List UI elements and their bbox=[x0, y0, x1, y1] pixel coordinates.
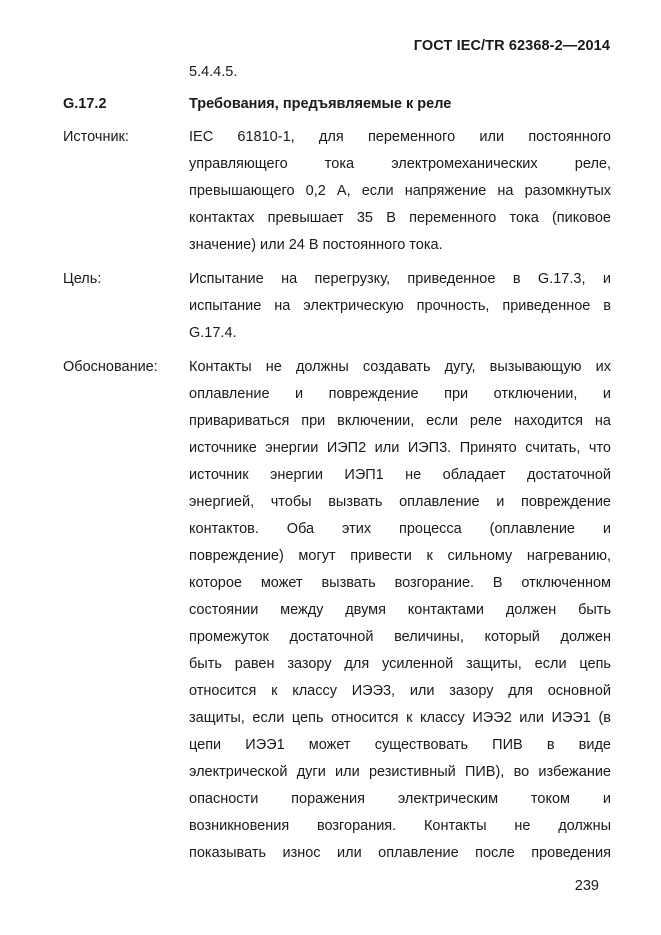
rationale-line: энергией, чтобы вызвать оплавление и повреждение bbox=[189, 494, 611, 510]
page-number: 239 bbox=[574, 878, 599, 894]
rationale-line: привариваться при включении, если реле находится на bbox=[189, 413, 611, 429]
goal-line: испытание на электрическую прочность, приведенное в bbox=[189, 298, 611, 314]
source-text bbox=[189, 124, 611, 259]
goal-line: Испытание на перегрузку, приведенное в G.17.3, и bbox=[189, 271, 611, 287]
rationale-line: Контакты не должны создавать дугу, вызывающую их bbox=[189, 359, 611, 375]
rationale-line: источник энергии ИЭП1 не обладает достаточной bbox=[189, 467, 611, 483]
rationale-line: возникновения возгорания. Контакты не должны bbox=[189, 818, 611, 834]
rationale-label: Обоснование: bbox=[63, 359, 158, 375]
goal-line: G.17.4. bbox=[189, 325, 237, 341]
reference-continuation: 5.4.4.5. bbox=[189, 64, 238, 80]
rationale-line: показывать износ или оплавление после проведения bbox=[189, 845, 611, 861]
source-line: контактах превышает 35 В переменного тока (пиковое bbox=[189, 210, 611, 226]
rationale-line: контактов. Оба этих процесса (оплавление и bbox=[189, 521, 611, 537]
source-line: IEC 61810-1, для переменного или постоянного bbox=[189, 129, 611, 145]
rationale-text bbox=[189, 354, 611, 867]
rationale-line: опасности поражения электрическим током и bbox=[189, 791, 611, 807]
goal-text bbox=[189, 266, 611, 347]
rationale-line: источнике энергии ИЭП2 или ИЭП3. Принято считать, что bbox=[189, 440, 611, 456]
rationale-line: промежуток достаточной величины, который должен bbox=[189, 629, 611, 645]
rationale-line: быть равен зазору для усиленной защиты, если цепь bbox=[189, 656, 611, 672]
rationale-line: относится к классу ИЭЭ3, или зазору для основной bbox=[189, 683, 611, 699]
rationale-line: цепи ИЭЭ1 может существовать ПИВ в виде bbox=[189, 737, 611, 753]
goal-label: Цель: bbox=[63, 271, 102, 287]
source-line: превышающего 0,2 А, если напряжение на разомкнутых bbox=[189, 183, 611, 199]
section-number: G.17.2 bbox=[63, 96, 107, 112]
rationale-line: электрической дуги или резистивный ПИВ), во избежание bbox=[189, 764, 611, 780]
document-header: ГОСТ IEC/TR 62368-2—2014 bbox=[413, 38, 610, 54]
rationale-line: состоянии между двумя контактами должен быть bbox=[189, 602, 611, 618]
rationale-line: защиты, если цепь относится к классу ИЭЭ2 или ИЭЭ1 (в bbox=[189, 710, 611, 726]
source-line: управляющего тока электромеханических реле, bbox=[189, 156, 611, 172]
section-title: Требования, предъявляемые к реле bbox=[189, 96, 452, 112]
source-line: значение) или 24 В постоянного тока. bbox=[189, 237, 443, 253]
source-label: Источник: bbox=[63, 129, 129, 145]
rationale-line: повреждение) могут привести к сильному нагреванию, bbox=[189, 548, 611, 564]
rationale-line: оплавление и повреждение при отключении, и bbox=[189, 386, 611, 402]
rationale-line: которое может вызвать возгорание. В отключенном bbox=[189, 575, 611, 591]
